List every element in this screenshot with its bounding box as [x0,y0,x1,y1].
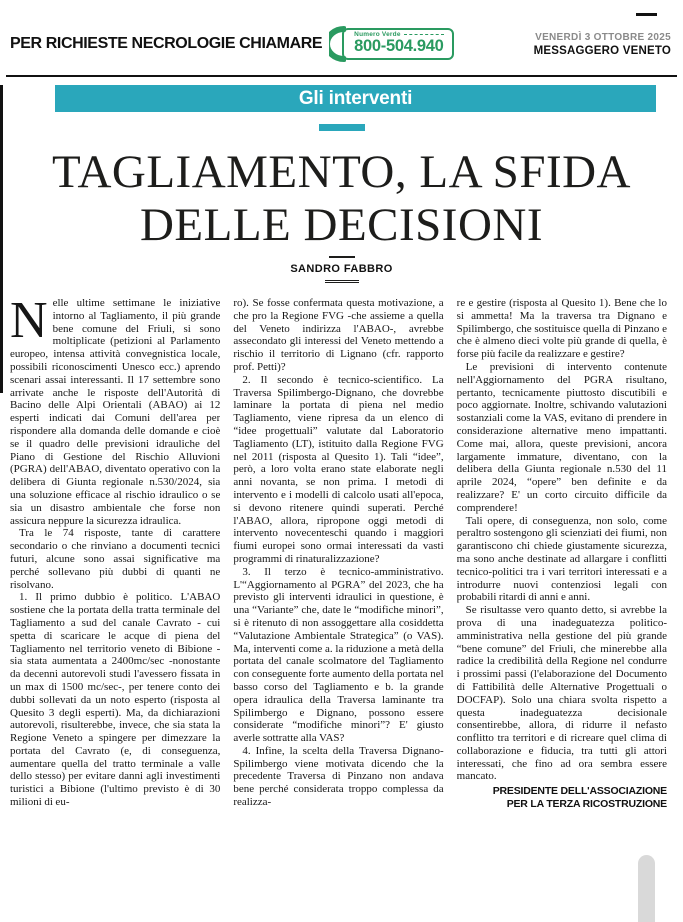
paragraph: 1. Il primo dubbio è politico. L'ABAO sostiene che la portata della tratta terminale del Tagliamento a sud del canale Cavrato - cui spetta di scaricare le acque di piena del Tagliamento nel territorio veneto di Bibione - sia stata aumentata a 2400mc/sec -nonostante da decenni autorevoli studi l'avessero fissata in un max di 1500 mc/sec-, per tenere conto dei dubbi sollevati da un noto esperto (risposta al Quesito 3 degli esperti). Ma, da dichiarazioni autorevoli, risulterebbe, invece, che sia stata la Regione Veneto a spingere per dimezzare la portata del Cavrato (e, di conseguenza, aumentare quella del tratto terminale a valle dello stesso) per evitare danni agli investimenti turistici a Bibione (l'ultimo previsto è di 30 milioni di eu- [10,591,221,809]
paragraph: Le previsioni di intervento contenute nell'Aggiornamento del PGRA risultano, pertanto, tecnicamente piuttosto discutibili e poco aggiornate. Inoltre, schivando valutazioni sostanziali come la VAS, evitano di prendere in considerazione alternative meno impattanti. Come mai, allora, queste previsioni, ancora largamente immature, diventano, con la delibera della Giunta regionale n.530 del 11 aprile 2024, “opere” ben definite e da realizzare? E' un corto circuito difficile da comprendere! [456,360,667,514]
scrollbar-thumb[interactable] [638,855,655,922]
page-corner-dash [636,13,657,16]
phone-icon [329,26,346,62]
byline-author: SANDRO FABBRO [290,263,393,275]
headline-line-1: TAGLIAMENTO, LA SFIDA [52,146,631,198]
paragraph: Tra le 74 risposte, tante di carattere secondario o che rinviano a documenti tecnici futuri, alcune sono assai significative ma perché sollevano più dubbi di quanti ne risolvano. [10,527,221,591]
paragraph [10,297,220,527]
byline-block [0,256,683,283]
phone-badge[interactable] [329,26,453,62]
byline-rule-bottom [325,280,359,283]
numero-verde-label: Numero Verde [354,31,401,39]
article-column-3 [457,297,667,916]
phone-badge-box [342,28,453,59]
byline-rule-top [329,256,355,258]
article-signature [457,785,667,811]
section-banner-title: Gli interventi [298,87,413,109]
page-header [10,26,671,62]
paragraph-text: elle ultime settimane le iniziative intorno al Tagliamento, il più grande bene comune del Friuli, si sono moltiplicate (petizioni al Parlamento europeo, intensa attività convegnistica locale, possibili riconoscimenti Unesco ecc.) aprendo scenari assai interessanti. Il 17 settembre sono arrivate anche le risposte dell'Autorità di Bacino delle Alpi Orientali (ABAO) ai 12 esperti indicati dai Comuni dell'area per rispondere alla domanda delle domande e cioè se il quadro delle previsioni idrauliche del Piano di Gestione del Rischio Alluvioni (PGRA) dell'ABAO, diventato operativo con la delibera di Giunta regionale n.530/2024, sia una soluzione efficace al rischio idraulico o se sia un disastro ambientale che forse non assicura neppure la sicurezza idraulica. [10,297,221,527]
article-body [10,297,667,916]
article-column-2 [233,297,443,916]
date-text: VENERDÌ 3 OTTOBRE 2025 [535,31,671,43]
left-page-edge-bar [0,85,3,393]
signature-line-2: PER LA TERZA RICOSTRUZIONE [506,798,667,811]
article-column-1 [10,297,220,916]
paragraph: 4. Infine, la scelta della Traversa Dignano-Spilimbergo viene motivata dicendo che la precedente Traversa di Pinzano non andava bene perché considerata troppo complessa da realizza- [233,744,444,809]
paragraph: re e gestire (risposta al Quesito 1). Bene che lo si ammetta! Ma la traversa tra Dignano e Spilimbergo, che sostituisce quella di Pinzano e che è almeno dieci volte più grande di quella, è forse più facile da realizzare e gestire? [456,297,667,361]
necrology-header [10,26,454,62]
article-headline [14,146,669,252]
section-accent-dash [319,124,365,131]
headline-line-2: DELLE DECISIONI [139,199,543,251]
paragraph: 3. Il terzo è tecnico-amministrativo. L'“Aggiornamento al PGRA” del 2023, che ha previsto gli interventi idraulici in questione, è una “Variante” che, date le “modifiche minori”, si è ritenuto di non assoggettare alla cosiddetta “Valutazione Ambientale Strategica” (o VAS). Ma, interventi come a. la riduzione a metà della portata del canale scolmatore del Tagliamento con conseguente forte aumento della portata nel basso corso del Tagliamento e b. la grande opera idraulica della Traversa laminante tra Spilimbergo e Dignano, possono essere considerate “modifiche minori”? E' giusto averle sottratte alla VAS? [233,565,444,745]
phone-number: 800-504.940 [354,37,444,56]
section-banner [55,85,656,112]
paragraph: Tali opere, di conseguenza, non solo, come peraltro sostengono gli scienziati dei fiumi, non garantiscono chi chiede giustamente sicurezza, ma sono anche destinate ad allargare i conflitti tecnico-politici tra i vari territori interessati e a introdurre nuovi contenziosi legali con probabili ritardi di anni e anni. [456,514,667,604]
masthead-text: MESSAGGERO VENETO [533,44,671,57]
date-masthead [534,32,671,57]
necrology-label: PER RICHIESTE NECROLOGIE CHIAMARE [10,35,323,52]
paragraph: 2. Il secondo è tecnico-scientifico. La Traversa Spilimbergo-Dignano, che dovrebbe laminare la portata di piena nel medio Tagliamento, viene ripresa da un elenco di “idee progettuali” valutate dal Laboratorio Tagliamento (LT), istituito dalla Regione FVG nel 2011 (risposta al Quesito 1). Tali “idee”, però, a loro volta erano state elaborate negli anni novanta, se non prima. I metodi di intervento e i modelli di calcolo usati all'epoca, si devono ritenere quindi superati. Perché l'ABAO, allora, ripropone oggi metodi di intervento novecenteschi quando i maggiori fiumi europei sono ormai interessati da vasti programmi di rinaturalizzazione? [233,373,444,565]
header-rule [6,75,677,77]
drop-cap: N [10,297,48,349]
paragraph: Se risultasse vero quanto detto, si avrebbe la prova di una inadeguatezza politico-amministrativa nella gestione del più grande “bene comune” del Friuli, che minerebbe alla radice la credibilità della Regione nel condurre i prossimi passi (l'elaborazione del Documento di Fattibilità delle Alternative Progettuali o DOCFAP). Solo una chiara svolta rispetto a questa inadeguatezza decisionale consentirebbe, allora, di ridurre il nefasto conflitto tra territori e di ricreare quel clima di collaborazione e fiducia, tra tutti gli attori interessati, che fino ad ora sembra essere mancato. [456,604,667,783]
signature-line-1: PRESIDENTE DELL'ASSOCIAZIONE [492,785,667,798]
paragraph: ro). Se fosse confermata questa motivazione, a che pro la Regione FVG -che assieme a quella del Veneto indirizza l'ABAO-, avrebbe assecondato gli interessi del Veneto mettendo a rischio il territorio di Lignano (cfr. rapporto prof. Petti)? [233,297,444,373]
numero-verde-dashes [404,34,444,35]
